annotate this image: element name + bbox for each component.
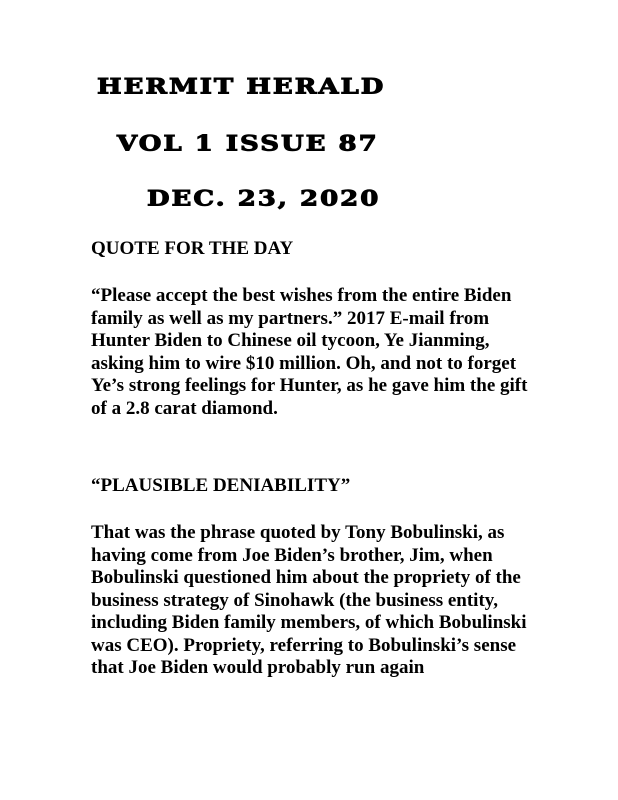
newsletter-title: HERMIT HERALD [97, 74, 386, 100]
quote-paragraph: “Please accept the best wishes from the entire Biden family as well as my partners.” 2017 E-mail from Hunter Biden to Chinese oil tycoon, Ye Jianming, asking him to wire $10 million. Oh, and not to forget Ye’s strong feelings for Hunter, as he gave him the gift of a 2.8 carat diamond. [91, 285, 528, 419]
issue-date: DEC. 23, 2020 [147, 186, 381, 212]
article-heading: “PLAUSIBLE DENIABILITY” [91, 475, 351, 496]
volume-issue: VOL 1 ISSUE 87 [117, 131, 379, 157]
article-paragraph: That was the phrase quoted by Tony Bobulinski, as having come from Joe Biden’s brother, Jim, when Bobulinski questioned him about the propriety of the business strategy of Sinohawk (the business entity, including Biden family members, of which Bobulinski was CEO). Propriety, referring to Bobulinski’s sense that Joe Biden would probably run again [91, 522, 527, 678]
quote-heading: QUOTE FOR THE DAY [91, 238, 294, 259]
